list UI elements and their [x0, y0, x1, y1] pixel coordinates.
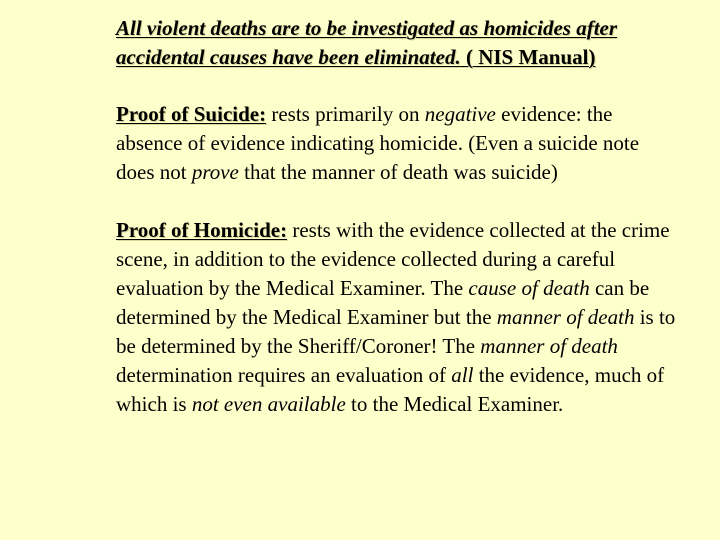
- suicide-text-2: evidence: the absence of evidence indicating homicide. (Even a suicide note does not: [116, 102, 640, 184]
- homicide-em-3: manner of death: [480, 334, 618, 358]
- suicide-heading: Proof of Suicide:: [116, 102, 267, 126]
- homicide-text-6: to the Medical Examiner.: [345, 392, 564, 416]
- homicide-em-2: manner of death: [496, 305, 635, 329]
- homicide-text-1: rests with the evidence collected at the crime scene, in addition to the evidence collected during a careful evaluation by the Medical Examiner. The: [116, 218, 670, 300]
- homicide-heading: Proof of Homicide:: [116, 218, 288, 242]
- suicide-em-1: negative: [424, 102, 496, 126]
- spacer: [116, 72, 676, 100]
- homicide-em-1: cause of death: [468, 276, 590, 300]
- homicide-em-4: all: [451, 363, 474, 387]
- suicide-text-1: rests primarily on: [266, 102, 425, 126]
- suicide-paragraph: [116, 100, 676, 187]
- intro-statement: [116, 16, 617, 69]
- homicide-text-2: can be determined by the Medical Examiner but the: [116, 276, 650, 329]
- suicide-text-3: that the manner of death was suicide): [238, 160, 558, 184]
- intro-paragraph: [116, 14, 676, 72]
- homicide-em-5: not even available: [191, 392, 346, 416]
- spacer: [116, 187, 676, 216]
- homicide-text-4: determination requires an evaluation of: [116, 363, 452, 387]
- intro-source: ( NIS Manual): [465, 45, 596, 69]
- homicide-paragraph: [116, 216, 676, 419]
- homicide-text-5: the evidence, much of which is: [116, 363, 665, 416]
- intro-italic-text: All violent deaths are to be investigated as homicides after accidental causes have been eliminated.: [116, 16, 618, 69]
- homicide-text-3: is to be determined by the Sheriff/Coroner! The: [116, 305, 676, 358]
- suicide-em-2: prove: [191, 160, 239, 184]
- slide-content: [116, 14, 676, 419]
